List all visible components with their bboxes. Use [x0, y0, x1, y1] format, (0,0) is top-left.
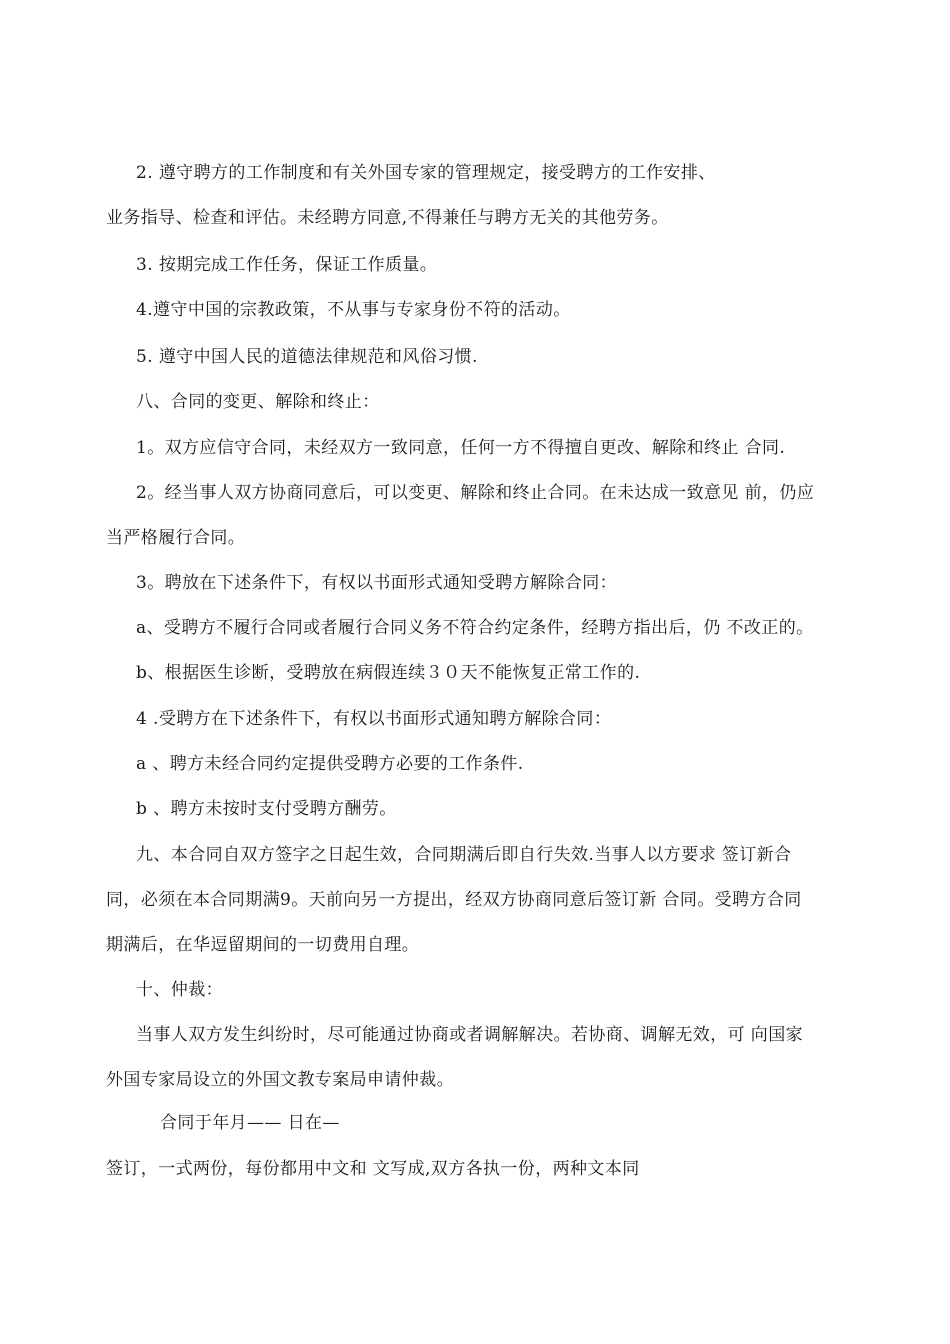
paragraph-line: 1。双方应信守合同，未经双方一致同意，任何一方不得擅自更改、解除和终止 合同.: [136, 438, 786, 458]
paragraph-line: 九、本合同自双方签字之日起生效，合同期满后即自行失效.当事人以方要求 签订新合: [136, 845, 792, 865]
paragraph-line: 5. 遵守中国人民的道德法律规范和风俗习惯.: [136, 347, 478, 367]
paragraph-line: 外国专家局设立的外国文教专案局申请仲裁。: [106, 1070, 454, 1090]
paragraph-line: 4.遵守中国的宗教政策，不从事与专家身份不符的活动。: [136, 300, 571, 320]
paragraph-line: 3. 按期完成工作任务，保证工作质量。: [136, 255, 438, 275]
paragraph-line: b、根据医生诊断，受聘放在病假连续３０天不能恢复正常工作的.: [136, 663, 641, 683]
paragraph-line: 当事人双方发生纠纷时，尽可能通过协商或者调解解决。若协商、调解无效，可 向国家: [136, 1025, 804, 1045]
paragraph-line: 期满后，在华逗留期间的一切费用自理。: [106, 935, 420, 955]
paragraph-line: 3。聘放在下述条件下，有权以书面形式通知受聘方解除合同：: [136, 573, 618, 593]
paragraph-line: a 、聘方未经合同约定提供受聘方必要的工作条件.: [136, 754, 524, 774]
paragraph-line: 2。经当事人双方协商同意后，可以变更、解除和终止合同。在未达成一致意见 前，仍应: [136, 483, 815, 503]
paragraph-line: 4 .受聘方在下述条件下，有权以书面形式通知聘方解除合同：: [136, 709, 612, 729]
paragraph-line: b 、聘方未按时支付受聘方酬劳。: [136, 799, 397, 819]
paragraph-line: 当严格履行合同。: [106, 528, 246, 548]
paragraph-line: a、受聘方不履行合同或者履行合同义务不符合约定条件，经聘方指出后，仍 不改正的。: [136, 618, 814, 638]
paragraph-line: 2. 遵守聘方的工作制度和有关外国专家的管理规定，接受聘方的工作安排、: [136, 163, 716, 183]
section-heading: 十、仲裁：: [136, 980, 223, 1000]
paragraph-line: 业务指导、检查和评估。未经聘方同意,不得兼任与聘方无关的其他劳务。: [106, 208, 669, 228]
paragraph-line: 同，必须在本合同期满9。天前向另一方提出，经双方协商同意后签订新 合同。受聘方合同: [106, 890, 802, 910]
paragraph-line: 签订，一式两份，每份都用中文和 文写成,双方各执一份，两种文本同: [106, 1159, 640, 1179]
paragraph-line: 合同于年月—— 日在—: [160, 1113, 340, 1133]
section-heading: 八、合同的变更、解除和终止：: [136, 392, 380, 412]
